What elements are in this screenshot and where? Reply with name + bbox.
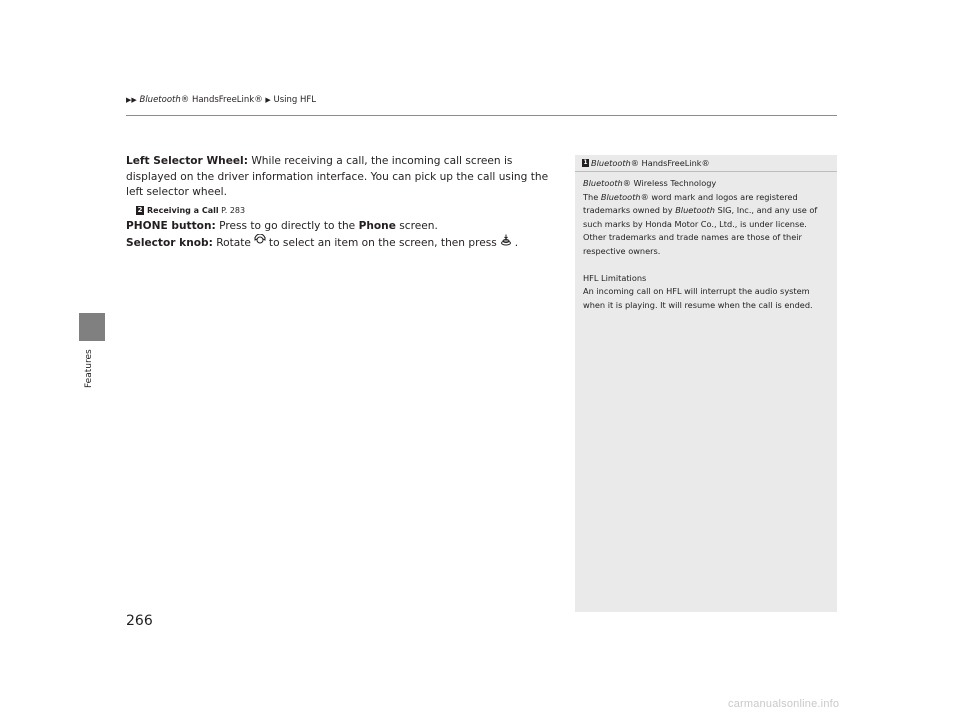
sidebar-tech-heading <box>583 177 829 191</box>
knob-text-1: Rotate <box>216 236 251 249</box>
sidebar-notes <box>575 155 837 612</box>
breadcrumb-part1-rest: ® HandsFreeLink® <box>180 95 263 105</box>
main-content <box>126 154 562 252</box>
xref-receiving-call[interactable] <box>136 204 562 218</box>
para1-b: Bluetooth <box>600 191 641 202</box>
spacer <box>583 258 829 272</box>
sidebar-trademark-paragraph <box>583 191 829 259</box>
phone-bold: Phone <box>358 219 396 232</box>
sidebar-body <box>575 172 837 312</box>
tech-italic: Bluetooth <box>583 178 623 188</box>
left-selector-paragraph <box>126 154 562 201</box>
note-icon: 1 <box>583 159 588 166</box>
phone-text-before: Press to go directly to the <box>219 219 356 232</box>
breadcrumb-arrow-icon: ▶▶ <box>126 96 137 104</box>
breadcrumb-part1-italic: Bluetooth <box>139 95 181 105</box>
sidebar-limitations-heading: HFL Limitations <box>583 272 647 283</box>
selector-knob-label: Selector knob: <box>126 236 213 249</box>
para1-a: The <box>583 191 599 202</box>
left-selector-text: While receiving a call, the incoming call screen is displayed on the driver information interface. You can pick up the call using the left selector wheel. <box>126 155 549 198</box>
left-selector-label: Left Selector Wheel: <box>126 155 248 167</box>
watermark: carmanualsonline.info <box>728 698 840 710</box>
para1-e: SIG, Inc., and any use of such marks by Honda Motor Co., Ltd., is under license. Other trademarks and trade names are those of their respective owners. <box>583 205 818 256</box>
phone-button-label: PHONE button: <box>126 219 216 232</box>
page-number: 266 <box>126 613 153 629</box>
sidebar-title <box>575 155 837 172</box>
selector-knob-paragraph <box>126 234 562 252</box>
breadcrumb-arrow-icon: ▶ <box>265 96 271 104</box>
para1-c: ® word mark and logos are registered trademarks owned by <box>583 191 798 215</box>
sidebar-title-italic: Bluetooth <box>591 158 631 168</box>
sidebar-limitations-text: An incoming call on HFL will interrupt the audio system when it is playing. It will resume when the call is ended. <box>583 286 813 310</box>
chapter-label: Features <box>84 349 94 388</box>
sidebar-title-rest: ® HandsFreeLink® <box>630 158 710 168</box>
phone-button-paragraph <box>126 219 562 235</box>
para1-d: Bluetooth <box>675 205 715 215</box>
tech-rest: ® Wireless Technology <box>622 178 717 188</box>
phone-text-after: screen. <box>399 219 438 232</box>
header-divider <box>126 115 837 116</box>
xref-title: Receiving a Call <box>147 205 219 215</box>
chapter-tab-marker <box>79 313 105 341</box>
selector-press-icon <box>500 234 512 252</box>
xref-page: P. 283 <box>221 205 246 215</box>
breadcrumb-part2: Using HFL <box>273 95 317 105</box>
selector-rotate-icon <box>254 234 266 252</box>
breadcrumb <box>126 95 316 105</box>
knob-text-2: to select an item on the screen, then press <box>268 236 497 249</box>
xref-icon: 2 <box>137 205 143 214</box>
knob-text-3: . <box>514 236 519 249</box>
